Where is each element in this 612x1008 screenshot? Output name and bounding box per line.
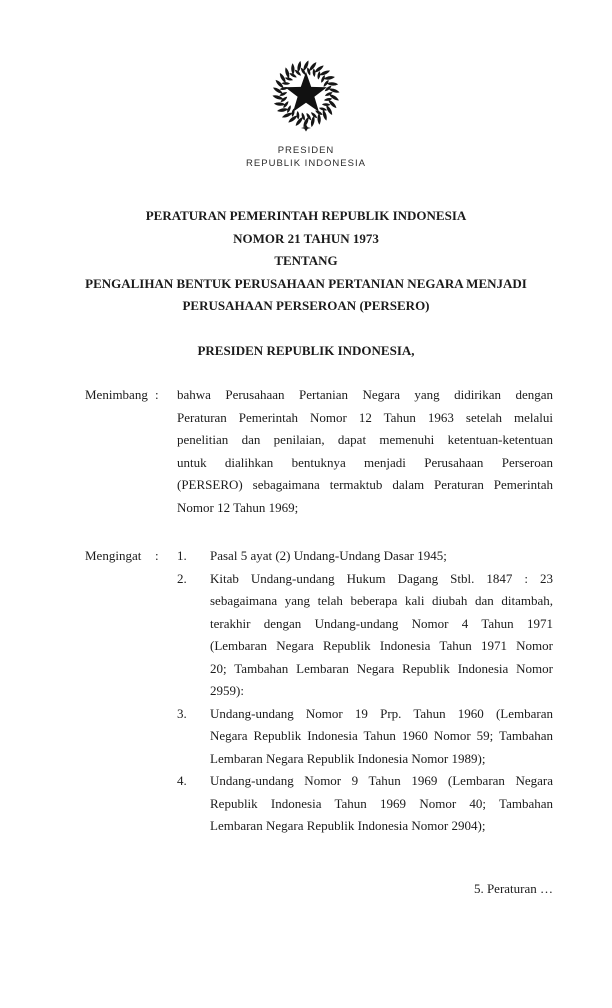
- text-line: Nomor 12 Tahun 1969;: [177, 499, 299, 515]
- text-line: 2959):: [210, 683, 244, 698]
- legal-basis-item: [177, 568, 553, 703]
- text-line: Negara Republik Indonesia Tahun 1960 Nomor 59; Tambahan: [210, 728, 553, 743]
- mengingat-items: [177, 545, 553, 838]
- text-line: Peraturan Pemerintah Nomor 12 Tahun 1963 setelah melalui: [177, 409, 553, 425]
- text-line: TENTANG: [274, 253, 338, 268]
- menimbang-colon: :: [155, 387, 159, 402]
- text-line: PERUSAHAAN PERSEROAN (PERSERO): [182, 298, 430, 313]
- letterhead: [0, 56, 612, 170]
- document-title: [0, 205, 612, 318]
- item-number: 1.: [177, 548, 187, 563]
- text-line: PENGALIHAN BENTUK PERUSAHAAN PERTANIAN NEGARA MENJADI: [85, 275, 527, 291]
- text-line: terakhir dengan Undang-undang Nomor 4 Tahun 1971: [210, 615, 553, 631]
- menimbang-label: Menimbang: [85, 387, 148, 402]
- text-line: Undang-undang Nomor 19 Prp. Tahun 1960 (Lembaran: [210, 705, 553, 721]
- text-line: Lembaran Negara Republik Indonesia Nomor 1989);: [210, 750, 486, 766]
- mengingat-label: Mengingat: [85, 548, 142, 563]
- text-line: Republik Indonesia Tahun 1969 Nomor 40; Tambahan: [210, 795, 553, 811]
- item-text: [210, 545, 553, 568]
- text-line: (Lembaran Negara Republik Indonesia Tahun 1971 Nomor: [210, 638, 553, 653]
- letterhead-republik-indonesia: REPUBLIK INDONESIA: [246, 158, 366, 169]
- legal-basis-item: [177, 703, 553, 771]
- item-number: 4.: [177, 773, 187, 788]
- text-line: PERATURAN PEMERINTAH REPUBLIK INDONESIA: [145, 208, 467, 223]
- wreath-ribbon-icon: [301, 125, 311, 132]
- salutation: PRESIDEN REPUBLIK INDONESIA,: [197, 343, 415, 358]
- item-number: 3.: [177, 705, 187, 721]
- menimbang-body: [177, 384, 553, 519]
- text-line: bahwa Perusahaan Pertanian Negara yang didirikan dengan: [177, 387, 553, 402]
- page-catchword: 5. Peraturan …: [473, 881, 553, 896]
- item-text: [210, 770, 553, 838]
- text-line: NOMOR 21 TAHUN 1973: [233, 230, 379, 246]
- national-emblem-icon: [260, 56, 352, 140]
- letterhead-presiden: PRESIDEN: [277, 145, 335, 156]
- mengingat-colon: :: [155, 548, 159, 563]
- text-line: sebagaimana yang telah beberapa kali diubah dan ditambah,: [210, 593, 553, 608]
- item-text: [210, 568, 553, 703]
- text-line: Undang-undang Nomor 9 Tahun 1969 (Lembaran Negara: [210, 773, 553, 788]
- text-line: (PERSERO) sebagaimana termaktub dalam Peraturan Pemerintah: [177, 477, 553, 492]
- text-line: Lembaran Negara Republik Indonesia Nomor 2904);: [210, 818, 486, 833]
- item-number: 2.: [177, 570, 187, 586]
- item-text: [210, 703, 553, 771]
- legal-basis-item: [177, 545, 553, 568]
- text-line: Pasal 5 ayat (2) Undang-Undang Dasar 1945;: [210, 548, 447, 563]
- star-icon: [285, 72, 327, 112]
- text-line: penelitian dan penilaian, dapat memenuhi ketentuan-ketentuan: [177, 432, 553, 447]
- text-line: Kitab Undang-undang Hukum Dagang Stbl. 1847 : 23: [210, 570, 553, 586]
- legal-basis-item: [177, 770, 553, 838]
- text-line: 20; Tambahan Lembaran Negara Republik Indonesia Nomor: [210, 660, 553, 676]
- text-line: untuk dialihkan bentuknya menjadi Perusahaan Perseroan: [177, 454, 553, 470]
